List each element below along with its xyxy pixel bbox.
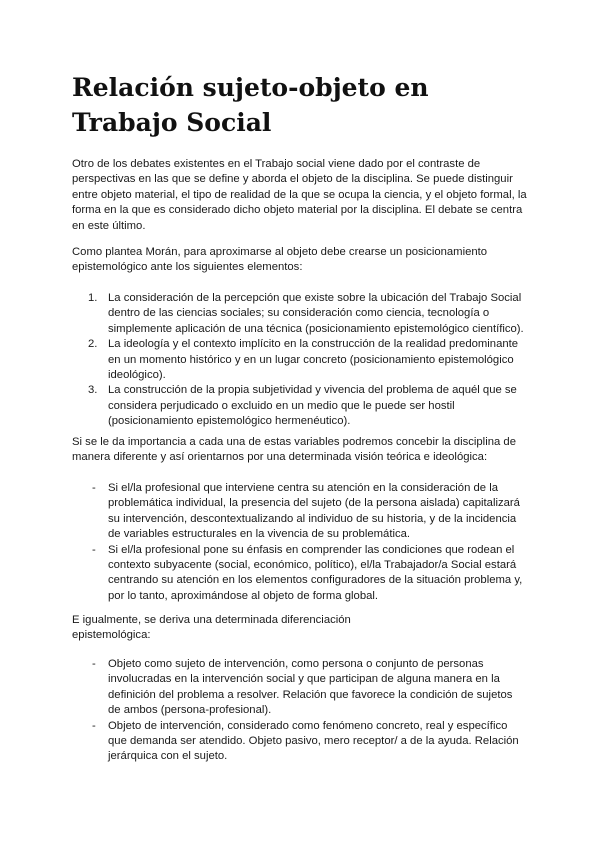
intro-paragraph: Otro de los debates existentes en el Trabajo social viene dado por el contraste de perspectivas en las que se define y aborda el objeto de la disciplina. Se puede distinguir entre objeto material, el tipo de realidad de la que se ocupa la ciencia, y el objeto formal, la forma en la que es considerado dicho objeto material por la disciplina. El debate se centra en este último. [72,158,527,232]
list-item-text: Objeto como sujeto de intervención, como persona o conjunto de personas involucradas en la intervención social y que participan de alguna manera en la definición del problema a resolver. Relación que favorece la condición de sujetos de ambos (persona-profesional). [108,658,513,717]
list-item-text: La consideración de la percepción que existe sobre la ubicación del Trabajo Social dentro de las ciencias sociales; su consideración como ciencia, tecnología o simplemente aplicación de una técnica (posicionamiento epistemológico científico). [108,292,524,335]
differentiation-line-2: epistemológica: [72,629,151,642]
list-item [72,543,528,605]
list-number: 3. [88,384,98,397]
list-item-text: Si el/la profesional que interviene centra su atención en la consideración de la problemática individual, la presencia del sujeto (de la persona aislada) capitalizará su intervención, descontextualizando al individuo de su historia, y de la incidencia de variables estructurales en la vivencia de su problemática. [108,482,520,541]
list-dash: - [92,658,96,670]
list-item [72,657,528,719]
numbered-list [72,291,528,430]
list-item [72,337,528,383]
differentiation-paragraph [72,613,528,644]
list-item-text: La construcción de la propia subjetividad y vivencia del problema de aquél que se considera perjudicado o excluido en un medio que le puede ser hostil (posicionamiento epistemológico hermenéutico). [108,384,517,428]
list-item [72,719,528,765]
list-item-text: La ideología y el contexto implícito en la construcción de la realidad predominante en un momento histórico y en un lugar concreto (posicionamiento epistemológico ideológico). [108,338,519,382]
list-number: 2. [88,338,98,351]
list-dash: - [92,482,96,494]
list-item [72,481,528,543]
page-title: Relación sujeto-objeto en Trabajo Social [72,73,429,137]
dash-list-object [72,657,528,765]
list-item-text: Si el/la profesional pone su énfasis en comprender las condiciones que rodean el contexto subyacente (social, económico, político), el/la Trabajador/a Social estará centrando su atención en los elementos configuradores de la situación problema y, por lo tanto, aproximándose al objeto de forma global. [108,543,523,602]
list-number: 1. [88,292,98,304]
list-dash: - [92,719,96,732]
differentiation-line-1: E igualmente, se deriva una determinada diferenciación [72,614,351,626]
list-item [72,291,528,337]
variables-paragraph: Si se le da importancia a cada una de estas variables podremos concebir la disciplina de manera diferente y así orientarnos por una determinada visión teórica e ideológica: [72,436,516,464]
dash-list-perspectives [72,481,528,604]
list-item-text: Objeto de intervención, considerado como fenómeno concreto, real y específico que demanda ser atendido. Objeto pasivo, mero receptor/ a de la ayuda. Relación jerárquica con el sujeto. [108,719,519,763]
list-item [72,383,528,429]
moran-paragraph: Como plantea Morán, para aproximarse al objeto debe crearse un posicionamiento epistemológico ante los siguientes elementos: [72,246,488,274]
list-dash: - [92,543,96,556]
